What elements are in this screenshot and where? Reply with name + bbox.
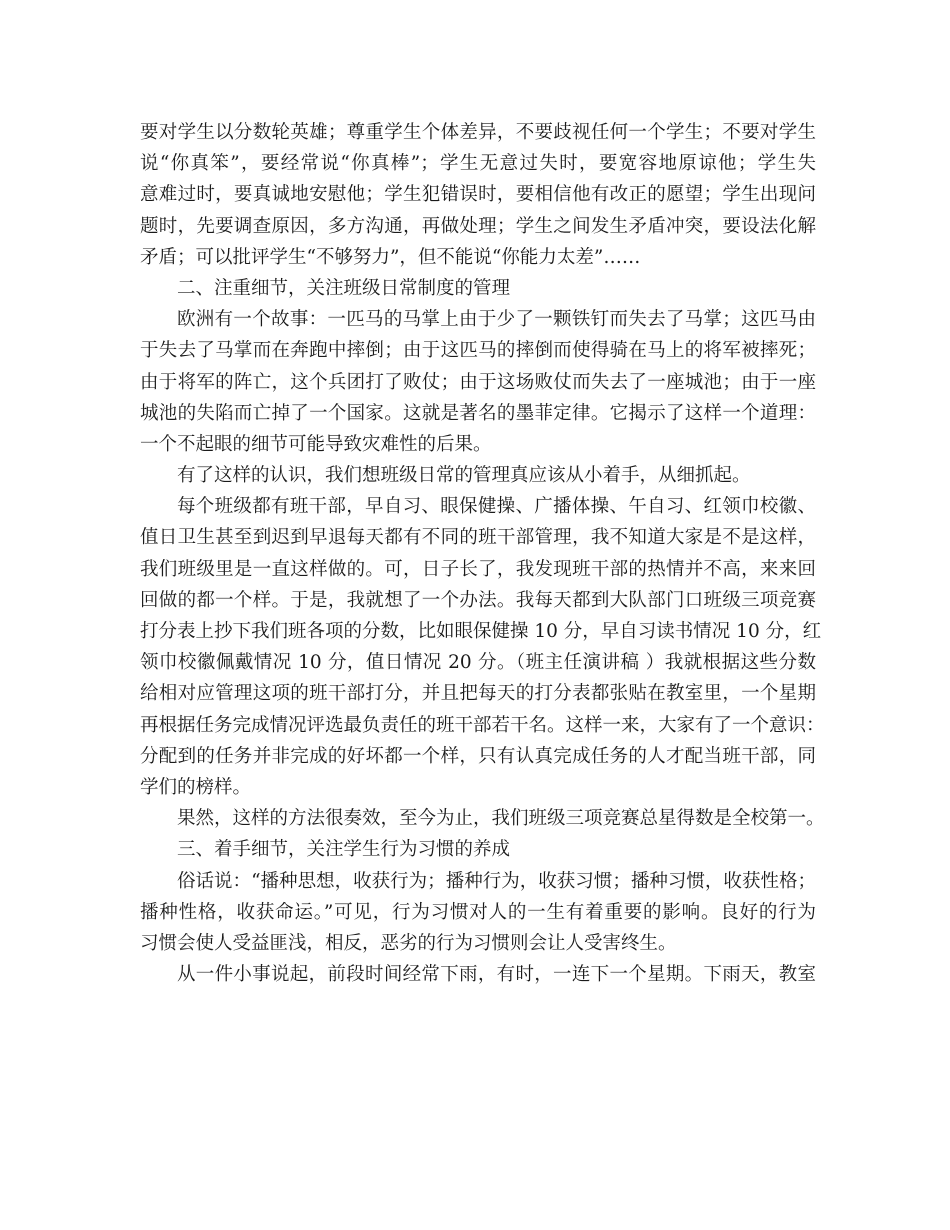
text-line: 说“你真笨”，要经常说“你真棒”；学生无意过失时，要宽容地原谅他；学生失	[140, 153, 816, 175]
text-line: 题时，先要调查原因，多方沟通，再做处理；学生之间发生矛盾冲突，要设法化解	[140, 215, 816, 237]
body-text	[140, 117, 825, 990]
text-line: 每个班级都有班干部，早自习、眼保健操、广播体操、午自习、红领巾校徽、	[177, 496, 816, 518]
text-line: 矛盾；可以批评学生“不够努力”，但不能说“你能力太差”……	[140, 246, 641, 268]
text-line: 由于将军的阵亡，这个兵团打了败仗；由于这场败仗而失去了一座城池；由于一座	[140, 371, 816, 393]
text-line: 从一件小事说起，前段时间经常下雨，有时，一连下一个星期。下雨天，教室	[177, 964, 816, 986]
text-line: 一个不起眼的细节可能导致灾难性的后果。	[140, 433, 492, 455]
text-line: 打分表上抄下我们班各项的分数，比如眼保健操 10 分，早自习读书情况 10 分，红	[140, 621, 822, 642]
text-line: 回做的都一个样。于是，我就想了一个办法。我每天都到大队部门口班级三项竞赛	[140, 589, 816, 611]
text-line: 城池的失陷而亡掉了一个国家。这就是著名的墨菲定律。它揭示了这样一个道理：	[140, 402, 816, 424]
text-line: 有了这样的认识，我们想班级日常的管理真应该从小着手，从细抓起。	[177, 465, 751, 487]
text-line: 播种性格，收获命运。”可见，行为习惯对人的一生有着重要的影响。良好的行为	[140, 901, 816, 923]
text-line: 值日卫生甚至到迟到早退每天都有不同的班干部管理，我不知道大家是不是这样，	[140, 527, 816, 549]
text-line: 欧洲有一个故事：一匹马的马掌上由于少了一颗铁钉而失去了马掌；这匹马由	[177, 309, 816, 331]
text-line: 我们班级里是一直这样做的。可，日子长了，我发现班干部的热情并不高，来来回	[140, 558, 816, 580]
text-line: 学们的榜样。	[140, 776, 252, 798]
text-line: 再根据任务完成情况评选最负责任的班干部若干名。这样一来，大家有了一个意识：	[140, 714, 825, 736]
section-heading: 三、着手细节，关注学生行为习惯的养成	[177, 839, 511, 861]
text-line: 于失去了马掌而在奔跑中摔倒；由于这匹马的摔倒而使得骑在马上的将军被摔死；	[140, 340, 816, 362]
text-line: 果然，这样的方法很奏效，至今为止，我们班级三项竞赛总星得数是全校第一。	[177, 808, 825, 830]
text-line: 给相对应管理这项的班干部打分，并且把每天的打分表都张贴在教室里，一个星期	[140, 683, 816, 705]
text-line: 习惯会使人受益匪浅，相反，恶劣的行为习惯则会让人受害终生。	[140, 932, 677, 954]
text-line: 领巾校徽佩戴情况 10 分，值日情况 20 分。（班主任演讲稿 ）我就根据这些分数	[140, 652, 816, 674]
text-line: 要对学生以分数轮英雄；尊重学生个体差异，不要歧视任何一个学生；不要对学生	[140, 122, 816, 143]
text-line: 意难过时，要真诚地安慰他；学生犯错误时，要相信他有改正的愿望；学生出现问	[140, 184, 816, 206]
section-heading: 二、注重细节，关注班级日常制度的管理	[177, 277, 511, 299]
text-line: 分配到的任务并非完成的好坏都一个样，只有认真完成任务的人才配当班干部，同	[140, 745, 816, 767]
text-line: 俗话说：“播种思想，收获行为；播种行为，收获习惯；播种习惯，收获性格；	[177, 870, 816, 892]
